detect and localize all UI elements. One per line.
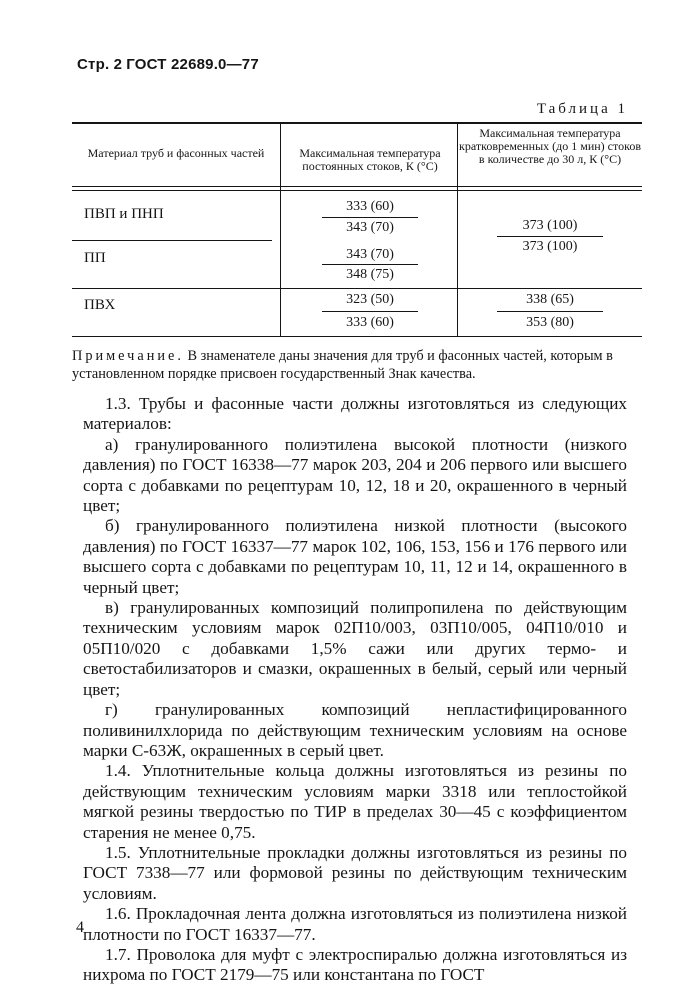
table-row-rule [72, 288, 642, 289]
short-temp-numerator: 338 (65) [526, 292, 574, 307]
material-cell: ПП [84, 250, 106, 266]
constant-temp-denominator: 348 (75) [346, 267, 394, 282]
paragraph-1-5: 1.5. Уплотнительные прокладки должны изготовляться из резины по ГОСТ 7338—77 или формовой резины по действующим техническим условиям. [83, 842, 627, 903]
note-label: Примечание. [72, 348, 184, 364]
fraction-line [497, 311, 603, 312]
paragraph-1-6: 1.6. Прокладочная лента должна изготовляться из полиэтилена низкой плотности по ГОСТ 16337—77. [83, 904, 627, 944]
table-bottom-rule [72, 336, 642, 337]
column-header-short-temp: Максимальная температура кратковременных (до 1 мин) стоков в количестве до 30 л, К (°С) [459, 126, 641, 166]
fraction-line [322, 264, 418, 265]
paragraph-1-3: 1.3. Трубы и фасонные части должны изготовляться из следующих материалов: [83, 394, 627, 434]
fraction-line [322, 311, 418, 312]
constant-temp-denominator: 343 (70) [346, 220, 394, 235]
page-number: 4 [76, 919, 84, 936]
paragraph-1-4: 1.4. Уплотнительные кольца должны изготовляться из резины по действующим техническим условиям марки 3318 или теплостойкой мягкой резины твердостью по ТИР в пределах 30—45 с коэффициентом старения не менее 0,75. [83, 761, 627, 842]
table-top-rule [72, 122, 642, 124]
constant-temp-numerator: 333 (60) [346, 199, 394, 214]
constant-temp-denominator: 333 (60) [346, 315, 394, 330]
table-caption: Таблица 1 [536, 101, 628, 117]
fraction-line [497, 236, 603, 237]
constant-temp-numerator: 323 (50) [346, 292, 394, 307]
paragraph-1-3-d: г) гранулированных композиций непластифицированного поливинилхлорида по действующим техническим условиям на основе марки С-63Ж, окрашенных в серый цвет. [83, 700, 627, 760]
body-text [83, 394, 627, 986]
fraction-line [322, 217, 418, 218]
table-note [72, 347, 644, 383]
standard-code: ГОСТ 22689.0—77 [126, 56, 259, 73]
paragraph-1-3-a: а) гранулированного полиэтилена высокой плотности (низкого давления) по ГОСТ 16338—77 марок 203, 204 и 206 первого или высшего сорта с добавками по рецептурам 10, 12, 18 и 20, окрашенного в черный цвет; [83, 434, 627, 516]
constant-temp-numerator: 343 (70) [346, 247, 394, 262]
short-temp-denominator: 373 (100) [522, 239, 578, 254]
table-header-rule [72, 186, 642, 187]
note-text: В знаменателе даны значения для труб и фасонных частей, которым в установленном порядке присвоен государственный Знак качества. [72, 348, 613, 382]
material-cell: ПВП и ПНП [84, 206, 164, 222]
table-header-rule-2 [72, 190, 642, 191]
temperature-table [72, 122, 642, 337]
paragraph-1-3-c: в) гранулированных композиций полипропилена по действующим техническим условиям марок 02П10/003, 03П10/005, 04П10/010 и 05П10/020 с добавками 1,5% сажи или других термо- и светостабилизаторов и смазки, окрашенных в белый, серый или черный цвет; [83, 598, 627, 699]
table-col-rule [280, 122, 281, 337]
material-cell: ПВХ [84, 297, 116, 313]
page-label: Стр. 2 [77, 56, 123, 73]
short-temp-denominator: 353 (80) [526, 315, 574, 330]
page-header [77, 56, 259, 73]
column-header-constant-temp: Максимальная температура постоянных стоков, К (°С) [299, 146, 441, 173]
paragraph-1-3-b: б) гранулированного полиэтилена низкой плотности (высокого давления) по ГОСТ 16337—77 марок 102, 106, 153, 156 и 176 первого или высшего сорта с добавками по рецептурам 10, 11, 12 и 14, окрашенного в черный цвет; [83, 516, 627, 597]
column-header-material: Материал труб и фасонных частей [87, 146, 265, 160]
table-row-rule [72, 240, 272, 241]
short-temp-numerator: 373 (100) [522, 218, 578, 233]
paragraph-1-7: 1.7. Проволока для муфт с электроспиралью должна изготовляться из нихрома по ГОСТ 2179—75 или константана по ГОСТ [83, 944, 627, 985]
table-col-rule [457, 122, 458, 337]
